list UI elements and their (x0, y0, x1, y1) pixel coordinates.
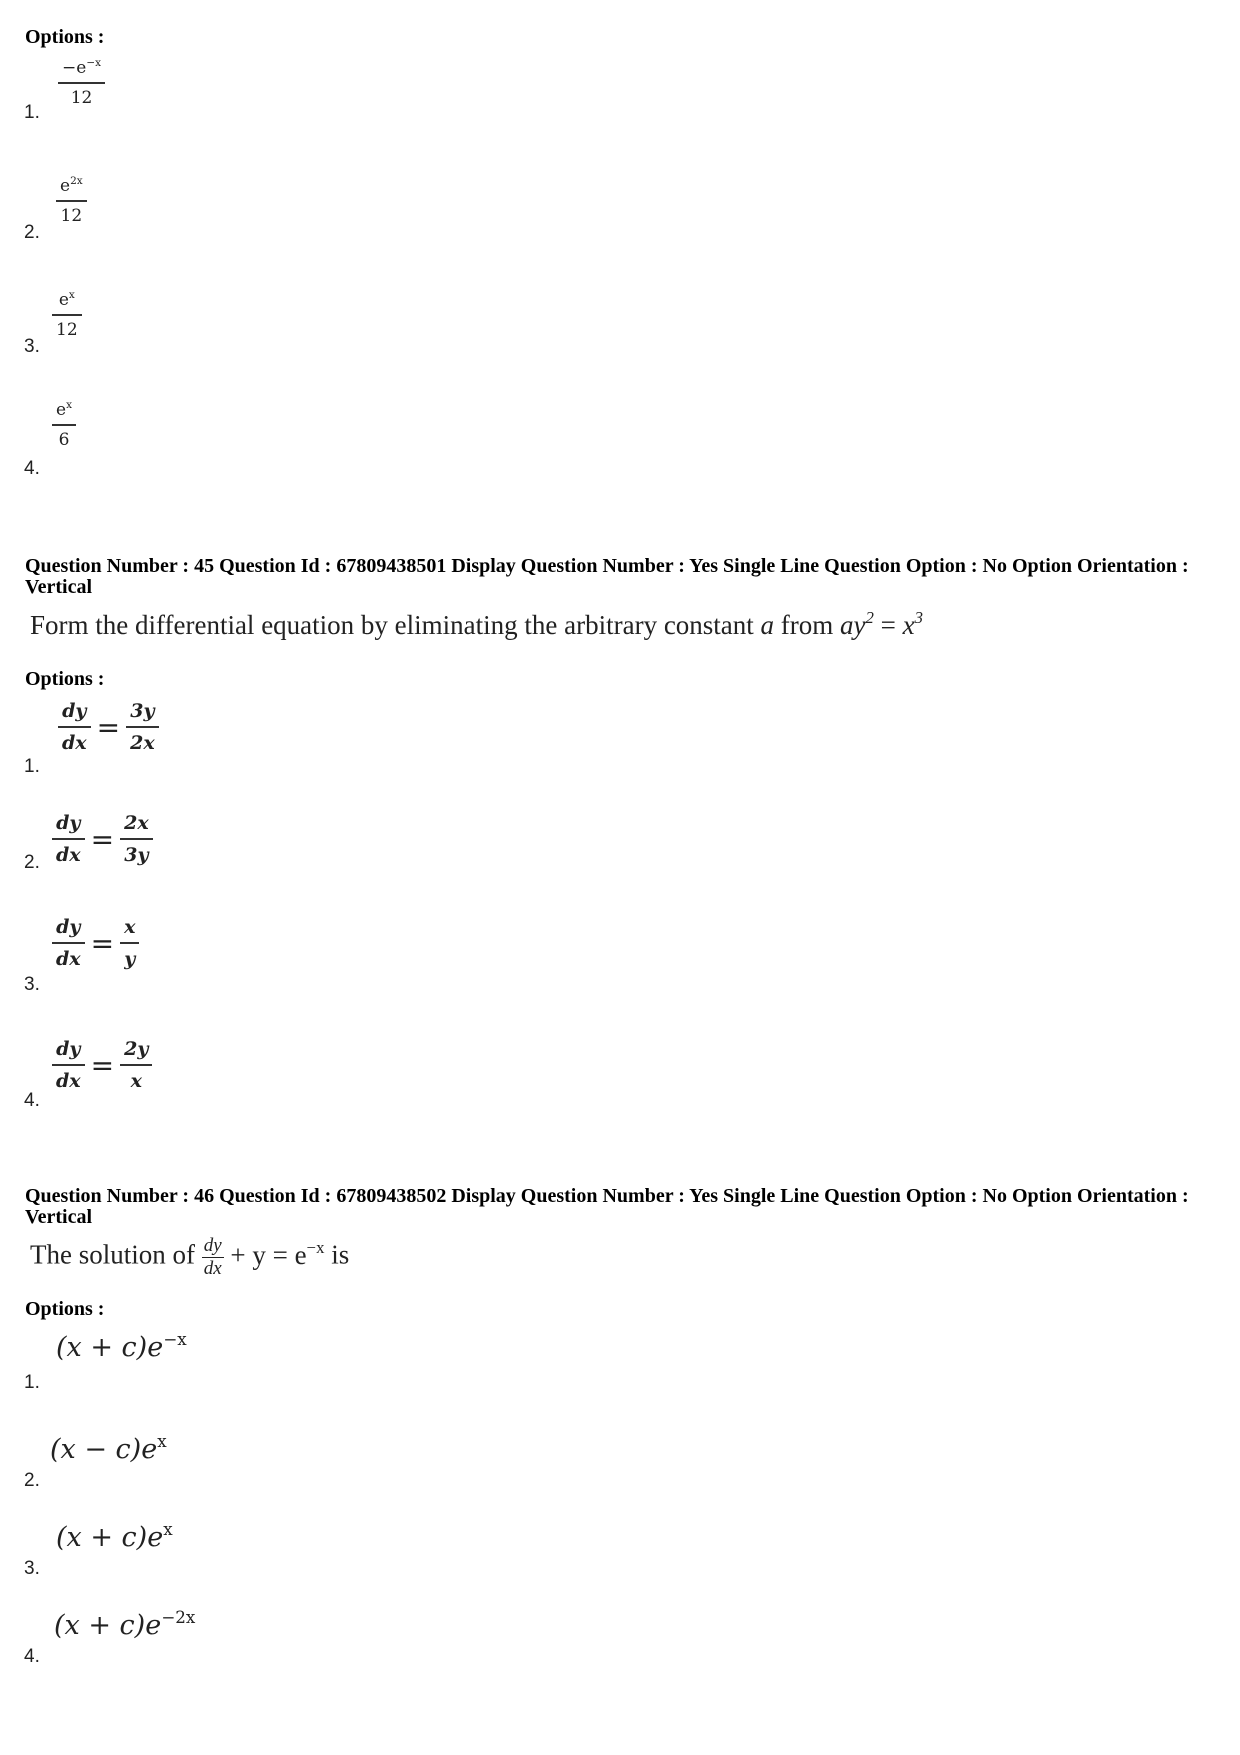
denominator: dx (56, 948, 81, 970)
expression-base: (x − c)e (50, 1434, 158, 1465)
numerator: dy (52, 1038, 85, 1066)
equation (230, 1237, 325, 1270)
numerator: dy (52, 916, 85, 944)
denominator: dx (62, 732, 87, 754)
denominator: 12 (70, 88, 93, 108)
fraction (52, 400, 76, 450)
equation-text: + y = e (230, 1239, 307, 1270)
fraction (56, 176, 87, 226)
exponent: −2x (161, 1607, 196, 1628)
numerator-exponent: x (66, 399, 73, 412)
numerator: 3y (126, 700, 159, 728)
question-46-text (30, 1236, 349, 1279)
question-45-meta: Question Number : 45 Question Id : 67809438501 Display Question Number : Yes Single Line Question Option : No Option Orientation : Vertical (25, 555, 1189, 598)
denominator: dx (203, 1257, 222, 1279)
question-text-part: from (780, 610, 841, 640)
equals-sign: = (96, 710, 121, 744)
option-4-number: 4. (24, 458, 40, 479)
options-label: Options : (25, 1298, 105, 1320)
denominator: 2x (130, 732, 155, 754)
option-2-expression (56, 176, 87, 226)
fraction (58, 58, 105, 108)
option-1-expression (58, 58, 105, 108)
exponent: x (157, 1431, 167, 1452)
denominator: 12 (56, 320, 78, 340)
equals-sign: = (90, 926, 115, 960)
numerator: dy (52, 812, 85, 840)
lhs-fraction (52, 812, 85, 866)
option-1-number: 1. (24, 756, 40, 777)
numerator: dy (203, 1235, 222, 1256)
numerator: dy (58, 700, 91, 728)
question-46-meta: Question Number : 46 Question Id : 67809438502 Display Question Number : Yes Single Line Question Option : No Option Orientation : Vertical (25, 1185, 1189, 1228)
equation-lhs: ay (840, 610, 866, 640)
denominator: dx (56, 844, 81, 866)
option-2-expression (52, 812, 153, 866)
option-4-number: 4. (24, 1646, 40, 1667)
numerator: e (60, 176, 71, 196)
option-4-number: 4. (24, 1090, 40, 1111)
option-3-expression (52, 916, 139, 970)
option-3-number: 3. (24, 336, 40, 357)
rhs-fraction (126, 700, 159, 754)
numerator-exponent: x (68, 289, 75, 302)
numerator: −e (62, 58, 87, 78)
expression-base: (x + c)e (56, 1522, 164, 1553)
question-text-part: is (331, 1239, 350, 1270)
option-1-number: 1. (24, 1372, 40, 1393)
equals-sign: = (873, 610, 903, 640)
equals-sign: = (90, 822, 115, 856)
equals-sign: = (90, 1048, 115, 1082)
rhs-fraction (120, 812, 153, 866)
option-3-expression (52, 290, 82, 340)
denominator: y (124, 948, 136, 970)
numerator: 2x (120, 812, 153, 840)
variable-a: a (760, 610, 775, 640)
option-3-number: 3. (24, 974, 40, 995)
option-4-expression (52, 1038, 152, 1092)
rhs-fraction (120, 916, 139, 970)
option-2-number: 2. (24, 1470, 40, 1491)
options-label: Options : (25, 26, 105, 48)
denominator: x (130, 1070, 142, 1092)
exponent: 3 (914, 608, 923, 628)
option-4-expression (52, 400, 76, 450)
question-text-part: Form the differential equation by eliminating the arbitrary constant (30, 610, 761, 640)
numerator: e (56, 400, 67, 420)
equation-rhs: x (902, 610, 915, 640)
denominator: 3y (124, 844, 149, 866)
numerator: 2y (120, 1038, 152, 1066)
numerator-exponent: −x (86, 57, 102, 70)
numerator-exponent: 2x (70, 175, 83, 188)
expression-base: (x + c)e (54, 1610, 162, 1641)
exponent: −x (163, 1329, 187, 1350)
expression-base: (x + c)e (56, 1332, 164, 1363)
options-label: Options : (25, 668, 105, 690)
denominator: 12 (60, 206, 83, 226)
exponent: x (163, 1519, 173, 1540)
option-4-expression (54, 1607, 196, 1641)
option-3-number: 3. (24, 1558, 40, 1579)
option-1-number: 1. (24, 102, 40, 123)
numerator: x (120, 916, 139, 944)
derivative-fraction (202, 1236, 224, 1279)
lhs-fraction (52, 1038, 85, 1092)
denominator: dx (56, 1070, 81, 1092)
option-2-number: 2. (24, 222, 40, 243)
option-3-expression (56, 1519, 173, 1553)
fraction (52, 290, 82, 340)
lhs-fraction (58, 700, 91, 754)
numerator: e (58, 290, 69, 310)
option-2-expression (50, 1431, 167, 1465)
denominator: 6 (58, 430, 70, 450)
question-45-text (30, 610, 923, 641)
rhs-fraction (120, 1038, 152, 1092)
option-2-number: 2. (24, 852, 40, 873)
equation (840, 610, 923, 640)
option-1-expression (56, 1329, 187, 1363)
exponent: −x (306, 1237, 325, 1257)
option-1-expression (58, 700, 159, 754)
exponent: 2 (865, 608, 874, 628)
lhs-fraction (52, 916, 85, 970)
question-text-part: The solution of (30, 1239, 202, 1270)
